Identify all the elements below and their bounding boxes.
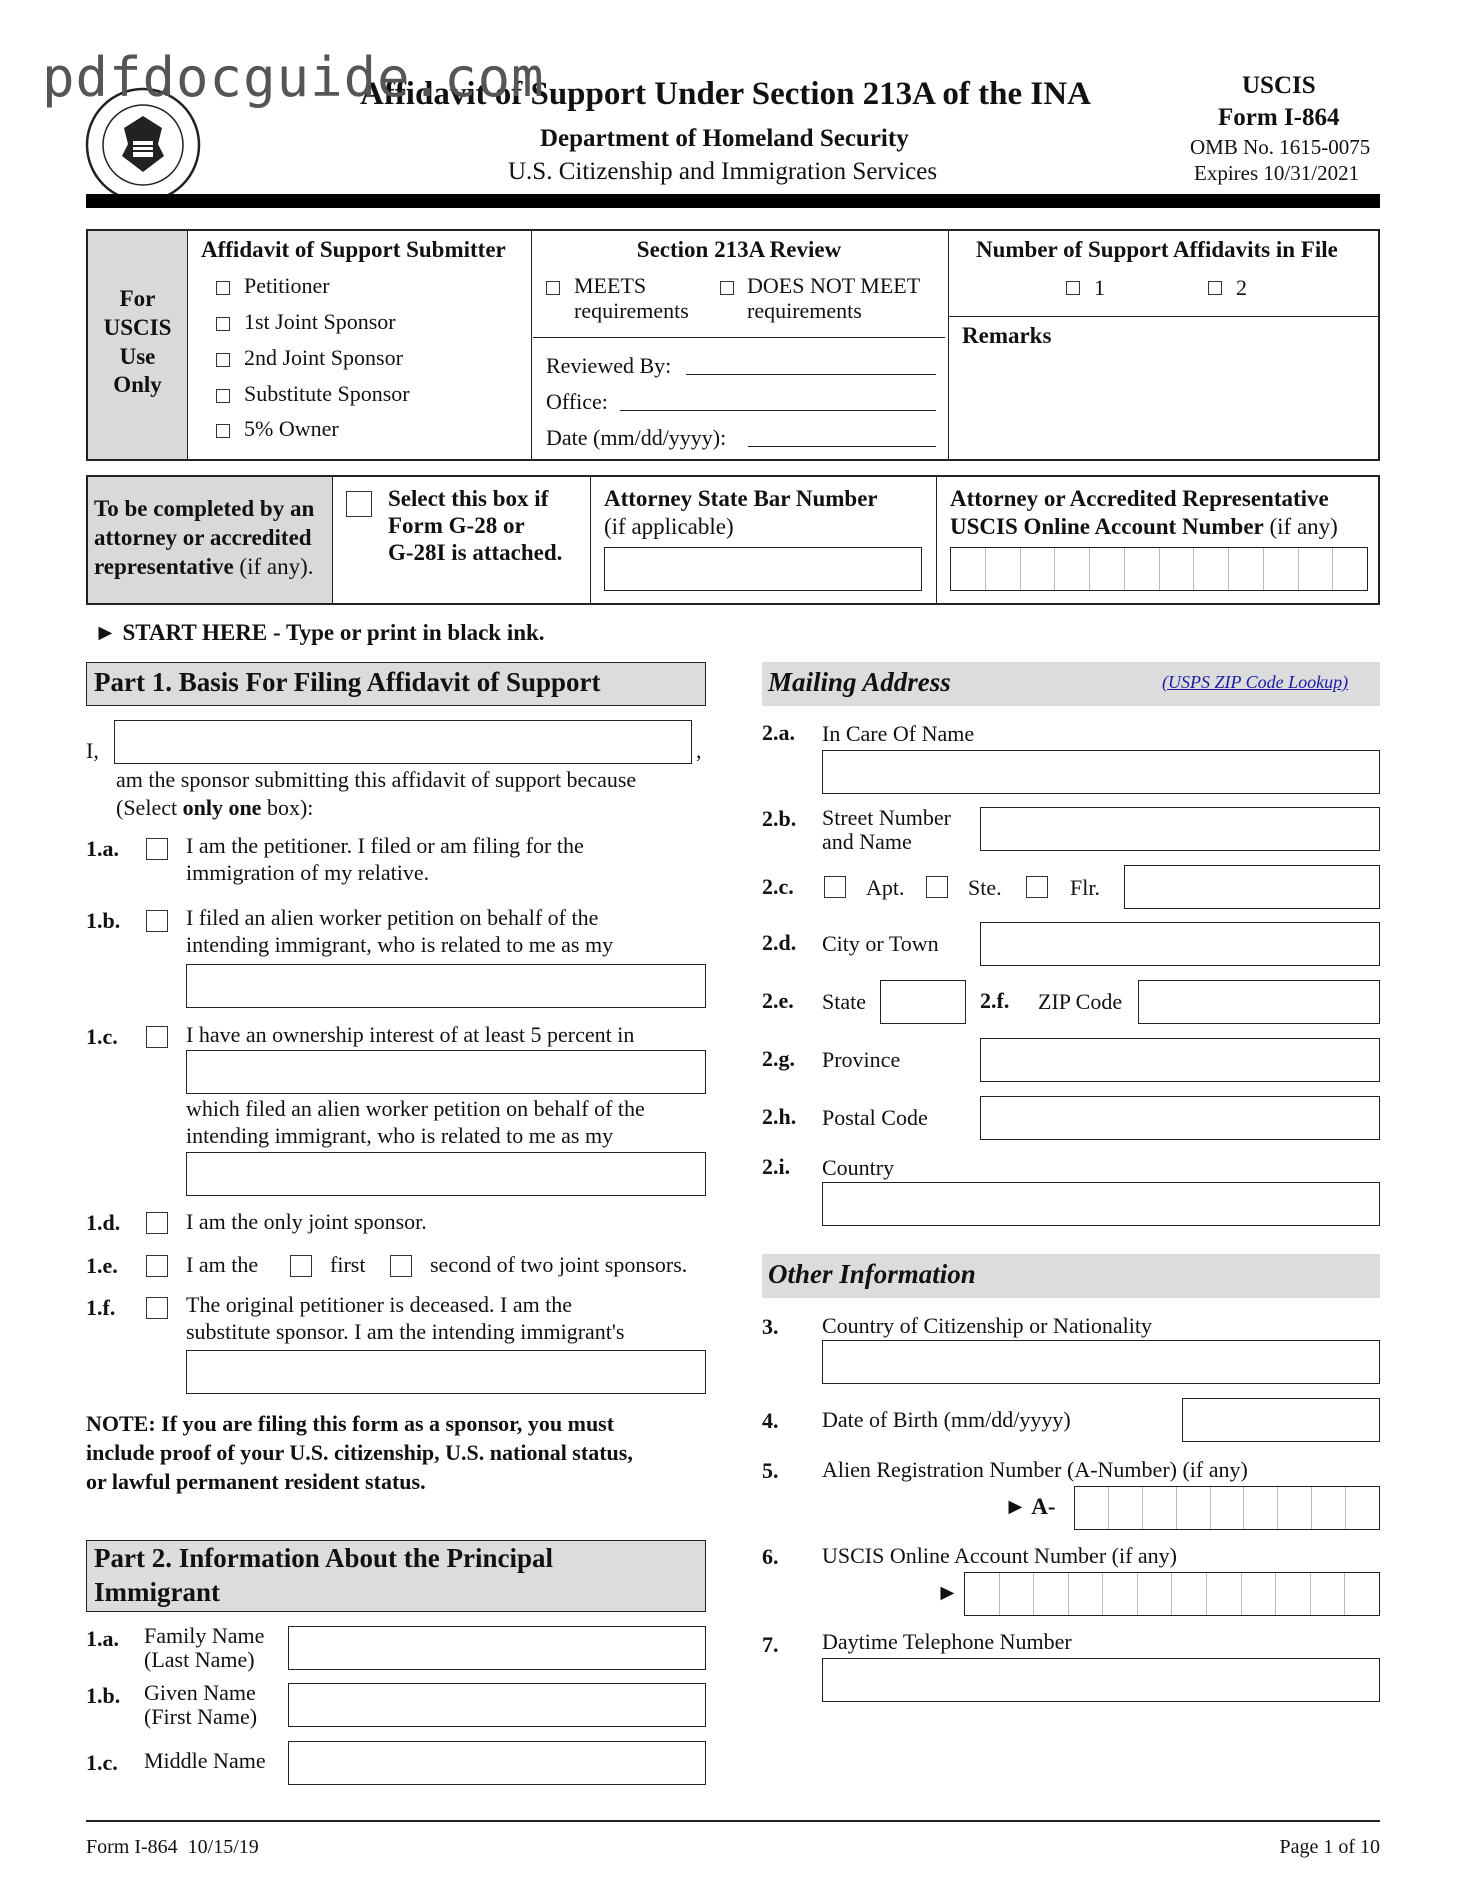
g28-line2: Form G-28 or <box>388 513 525 538</box>
item-1a-line2: immigration of my relative. <box>186 860 430 885</box>
item-1b-line1: I filed an alien worker petition on behalf of the <box>186 905 599 930</box>
footer-page-number: Page 1 of 10 <box>1279 1836 1380 1858</box>
country-number: 2.i. <box>762 1154 791 1179</box>
zip-number: 2.f. <box>980 988 1010 1013</box>
street-number: 2.b. <box>762 806 797 831</box>
office-label: Office: <box>546 389 608 414</box>
anumber-input[interactable] <box>1074 1486 1380 1530</box>
item-1b-number: 1.b. <box>86 908 121 933</box>
header-rule <box>86 194 1380 208</box>
item-1e-first-label: first <box>330 1252 366 1277</box>
g28-checkbox[interactable] <box>346 491 372 517</box>
postal-input[interactable] <box>980 1096 1380 1140</box>
number-one-checkbox[interactable] <box>1066 281 1080 295</box>
sponsor-name-comma: , <box>696 738 702 763</box>
family-name-sub-label: (Last Name) <box>144 1647 255 1672</box>
online-account-input[interactable] <box>964 1572 1380 1616</box>
sponsor-name-input[interactable] <box>114 720 692 764</box>
phone-number: 7. <box>762 1632 779 1657</box>
form-title: Affidavit of Support Under Section 213A of the INA <box>360 76 1091 112</box>
agency-short: USCIS <box>1242 72 1316 99</box>
g28-line1: Select this box if <box>388 486 549 511</box>
part1-intro-box: box): <box>261 795 314 820</box>
part2-heading-line1: Part 2. Information About the Principal <box>94 1543 553 1573</box>
expiration-date: Expires 10/31/2021 <box>1194 161 1360 185</box>
phone-label: Daytime Telephone Number <box>822 1629 1072 1654</box>
bar-number-input[interactable] <box>604 547 922 591</box>
item-1b-line2: intending immigrant, who is related to me as my <box>186 932 614 957</box>
footer-form-id: Form I-864 10/15/19 <box>86 1836 259 1858</box>
item-1c-line2: which filed an alien worker petition on behalf of the <box>186 1096 645 1121</box>
country-input[interactable] <box>822 1182 1380 1226</box>
anumber-label: Alien Registration Number (A-Number) (if any) <box>822 1457 1248 1482</box>
number-two-checkbox[interactable] <box>1208 281 1222 295</box>
review-date-label: Date (mm/dd/yyyy): <box>546 425 727 450</box>
item-1b-checkbox[interactable] <box>146 910 168 932</box>
given-name-sub-label: (First Name) <box>144 1704 258 1729</box>
online-account-label: USCIS Online Account Number (if any) <box>822 1543 1177 1568</box>
middle-name-input[interactable] <box>288 1741 706 1785</box>
given-name-label: Given Name <box>144 1680 256 1705</box>
meets-checkbox[interactable] <box>546 281 560 295</box>
attorney-account-title: Attorney or Accredited Representative <box>950 486 1329 511</box>
unit-number: 2.c. <box>762 874 794 899</box>
family-name-number: 1.a. <box>86 1626 119 1651</box>
item-1a-number: 1.a. <box>86 836 119 861</box>
street-input[interactable] <box>980 807 1380 851</box>
province-number: 2.g. <box>762 1046 795 1071</box>
five-percent-owner-checkbox[interactable] <box>216 424 230 438</box>
flr-checkbox[interactable] <box>1026 876 1048 898</box>
remarks-divider <box>948 316 1378 317</box>
department-name: Department of Homeland Security <box>540 125 909 152</box>
review-title: Section 213A Review <box>636 237 842 262</box>
attorney-account-line2 <box>950 514 1338 540</box>
petitioner-label: Petitioner <box>244 273 330 298</box>
does-not-meet-sub-label: requirements <box>747 298 862 323</box>
item-1d-checkbox[interactable] <box>146 1212 168 1234</box>
state-label: State <box>822 989 866 1014</box>
online-account-prefix: ► <box>936 1580 959 1605</box>
item-1f-line2: substitute sponsor. I am the intending immigrant's <box>186 1319 625 1344</box>
number-two-label: 2 <box>1236 275 1247 300</box>
street-label-line2: and Name <box>822 829 912 854</box>
meets-label: MEETS <box>574 273 647 298</box>
other-heading: Other Information <box>768 1259 976 1289</box>
agency-name: U.S. Citizenship and Immigration Services <box>508 158 938 185</box>
attorney-intro-line3 <box>94 554 314 580</box>
anumber-number: 5. <box>762 1458 779 1483</box>
second-joint-sponsor-label: 2nd Joint Sponsor <box>244 345 403 370</box>
sponsor-name-prefix: I, <box>86 738 99 763</box>
zip-lookup-link[interactable]: (USPS ZIP Code Lookup) <box>1162 672 1349 692</box>
item-1d-number: 1.d. <box>86 1210 121 1235</box>
item-1c-line3: intending immigrant, who is related to me as my <box>186 1123 614 1148</box>
mailing-heading: Mailing Address <box>768 667 951 697</box>
flr-label: Flr. <box>1070 875 1100 900</box>
substitute-sponsor-checkbox[interactable] <box>216 389 230 403</box>
street-label-line1: Street Number <box>822 805 951 830</box>
unit-input[interactable] <box>1124 865 1380 909</box>
meets-sub-label: requirements <box>574 298 689 323</box>
part1-intro-only-one: only one <box>182 795 262 820</box>
watermark: pdfdocguide.com <box>42 46 545 109</box>
item-1f-checkbox[interactable] <box>146 1297 168 1319</box>
note-line1: NOTE: If you are filing this form as a sponsor, you must <box>86 1411 615 1436</box>
ste-checkbox[interactable] <box>926 876 948 898</box>
dob-input[interactable] <box>1182 1398 1380 1442</box>
city-label: City or Town <box>822 931 939 956</box>
review-divider <box>533 337 945 338</box>
item-1f-relationship-input[interactable] <box>186 1350 706 1394</box>
bar-column-divider <box>590 477 591 603</box>
postal-label: Postal Code <box>822 1105 928 1130</box>
item-1a-checkbox[interactable] <box>146 838 168 860</box>
use-label: Use <box>119 344 156 369</box>
attorney-intro-line1: To be completed by an <box>94 496 315 521</box>
citizenship-input[interactable] <box>822 1340 1380 1384</box>
attorney-intro-ifany: (if any). <box>233 554 314 579</box>
item-1e-first-checkbox[interactable] <box>290 1255 312 1277</box>
omb-number: OMB No. 1615-0075 <box>1190 135 1371 159</box>
in-care-input[interactable] <box>822 750 1380 794</box>
part1-intro-select: (Select <box>116 795 183 820</box>
anumber-prefix: ► A- <box>1004 1494 1056 1519</box>
submitter-title: Affidavit of Support Submitter <box>201 237 506 262</box>
attorney-intro-rep: representative <box>94 554 234 579</box>
province-label: Province <box>822 1047 901 1072</box>
item-1e-second-checkbox[interactable] <box>390 1255 412 1277</box>
start-here-instruction: ► START HERE - Type or print in black ink. <box>94 620 545 645</box>
zip-input[interactable] <box>1138 980 1380 1024</box>
province-input[interactable] <box>980 1038 1380 1082</box>
attorney-account-sub: (if any) <box>1263 514 1338 539</box>
review-date-line[interactable] <box>748 446 936 447</box>
apt-checkbox[interactable] <box>824 876 846 898</box>
apt-label: Apt. <box>866 875 905 900</box>
number-one-label: 1 <box>1094 275 1105 300</box>
acct-column-divider <box>936 477 937 603</box>
middle-name-number: 1.c. <box>86 1750 118 1775</box>
middle-name-label: Middle Name <box>144 1748 266 1773</box>
form-number: Form I-864 <box>1218 104 1340 131</box>
online-account-number: 6. <box>762 1544 779 1569</box>
country-label: Country <box>822 1155 895 1180</box>
city-input[interactable] <box>980 922 1380 966</box>
attorney-intro-line2: attorney or accredited <box>94 525 312 550</box>
only-label: Only <box>113 372 162 397</box>
family-name-input[interactable] <box>288 1626 706 1670</box>
state-number: 2.e. <box>762 988 794 1013</box>
does-not-meet-checkbox[interactable] <box>720 281 734 295</box>
phone-input[interactable] <box>822 1658 1380 1702</box>
number-title: Number of Support Affidavits in File <box>976 237 1338 262</box>
citizenship-label: Country of Citizenship or Nationality <box>822 1313 1152 1338</box>
item-1e-number: 1.e. <box>86 1253 118 1278</box>
postal-number: 2.h. <box>762 1104 797 1129</box>
item-1d-line1: I am the only joint sponsor. <box>186 1209 427 1234</box>
dob-label: Date of Birth (mm/dd/yyyy) <box>822 1407 1071 1432</box>
item-1f-number: 1.f. <box>86 1295 116 1320</box>
five-percent-owner-label: 5% Owner <box>244 416 339 441</box>
in-care-label: In Care Of Name <box>822 721 975 746</box>
in-care-number: 2.a. <box>762 720 795 745</box>
item-1e-checkbox[interactable] <box>146 1255 168 1277</box>
first-joint-sponsor-checkbox[interactable] <box>216 317 230 331</box>
zip-label: ZIP Code <box>1038 989 1123 1014</box>
family-name-label: Family Name <box>144 1623 265 1648</box>
note-line3: or lawful permanent resident status. <box>86 1469 426 1494</box>
item-1e-second-label: second of two joint sponsors. <box>430 1252 688 1277</box>
g28-line3: G-28I is attached. <box>388 540 563 565</box>
part2-heading-line2: Immigrant <box>94 1577 220 1607</box>
reviewed-by-line[interactable] <box>686 374 936 375</box>
citizenship-number: 3. <box>762 1314 779 1339</box>
substitute-sponsor-label: Substitute Sponsor <box>244 381 410 406</box>
reviewed-by-label: Reviewed By: <box>546 353 672 378</box>
attorney-account-input[interactable] <box>950 547 1368 591</box>
bar-number-sub: (if applicable) <box>604 514 734 539</box>
item-1e-line1: I am the <box>186 1252 259 1277</box>
item-1c-relationship-input[interactable] <box>186 1152 706 1196</box>
given-name-number: 1.b. <box>86 1683 121 1708</box>
remarks-label: Remarks <box>962 323 1052 348</box>
item-1b-relationship-input[interactable] <box>186 964 706 1008</box>
item-1c-company-input[interactable] <box>186 1050 706 1094</box>
for-label: For <box>119 286 156 311</box>
part1-heading: Part 1. Basis For Filing Affidavit of Support <box>94 667 601 697</box>
item-1c-number: 1.c. <box>86 1024 118 1049</box>
second-joint-sponsor-checkbox[interactable] <box>216 353 230 367</box>
ste-label: Ste. <box>968 875 1002 900</box>
footer-rule <box>86 1820 1380 1822</box>
item-1c-line1: I have an ownership interest of at least 5 percent in <box>186 1022 635 1047</box>
state-input[interactable] <box>880 980 966 1024</box>
given-name-input[interactable] <box>288 1683 706 1727</box>
office-line[interactable] <box>620 410 936 411</box>
item-1f-line1: The original petitioner is deceased. I am the <box>186 1292 573 1317</box>
attorney-account-title2: USCIS Online Account Number <box>950 514 1264 539</box>
part1-intro-line1: am the sponsor submitting this affidavit of support because <box>116 767 637 792</box>
dob-number: 4. <box>762 1408 779 1433</box>
first-joint-sponsor-label: 1st Joint Sponsor <box>244 309 396 334</box>
bar-number-title: Attorney State Bar Number <box>604 486 878 511</box>
item-1a-line1: I am the petitioner. I filed or am filing for the <box>186 833 584 858</box>
note-line2: include proof of your U.S. citizenship, U.S. national status, <box>86 1440 633 1465</box>
petitioner-checkbox[interactable] <box>216 281 230 295</box>
part1-intro-line2 <box>116 794 313 821</box>
item-1c-checkbox[interactable] <box>146 1026 168 1048</box>
city-number: 2.d. <box>762 930 797 955</box>
does-not-meet-label: DOES NOT MEET <box>747 273 921 298</box>
uscis-label: USCIS <box>103 315 172 340</box>
